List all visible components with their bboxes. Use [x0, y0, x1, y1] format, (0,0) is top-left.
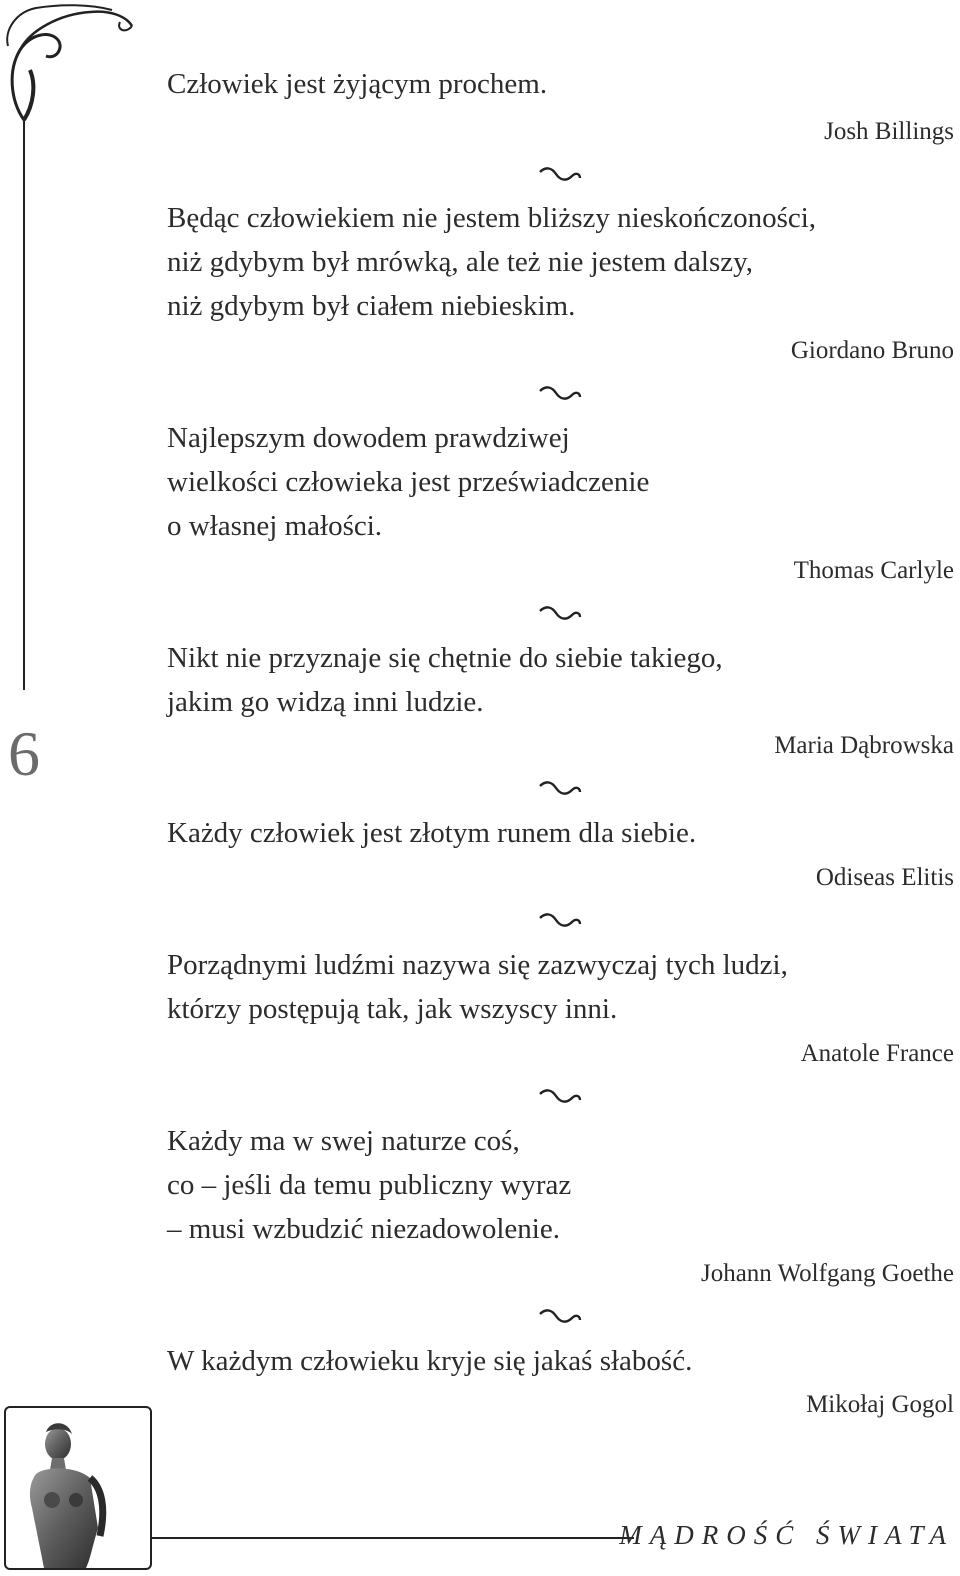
flourish-icon	[538, 1086, 582, 1108]
quote-author: Giordano Bruno	[790, 337, 954, 364]
flourish-icon	[538, 603, 582, 625]
quote-line: którzy postępują tak, jak wszyscy inni.	[167, 993, 618, 1025]
quote-text	[167, 1119, 947, 1251]
statue-image	[4, 1406, 152, 1570]
quote-line: co – jeśli da temu publiczny wyraz	[167, 1169, 572, 1201]
scroll-ornament-icon	[0, 0, 140, 700]
quote-line: jakim go widzą inni ludzie.	[167, 686, 484, 718]
quote-text	[167, 1339, 947, 1383]
quote-author: Josh Billings	[824, 118, 954, 145]
quote-line: o własnej małości.	[167, 510, 383, 542]
quote-line: – musi wzbudzić niezadowolenie.	[167, 1213, 560, 1245]
quote-text	[167, 62, 947, 106]
quote-line: Nikt nie przyznaje się chętnie do siebie takiego,	[167, 642, 723, 674]
quote-line: wielkości człowieka jest przeświadczenie	[167, 466, 650, 498]
quote-text	[167, 636, 947, 724]
quote-author: Maria Dąbrowska	[774, 732, 954, 759]
quote-line: Porządnymi ludźmi nazywa się zazwyczaj tych ludzi,	[167, 949, 788, 981]
quote-line: Każdy człowiek jest złotym runem dla siebie.	[167, 817, 697, 849]
quote-text	[167, 416, 947, 548]
flourish-icon	[538, 910, 582, 932]
quote-line: Każdy ma w swej naturze coś,	[167, 1125, 520, 1157]
quote-line: W każdym człowieku kryje się jakaś słabość.	[167, 1345, 693, 1377]
flourish-icon	[538, 778, 582, 800]
quote-text	[167, 811, 947, 855]
quote-author: Odiseas Elitis	[815, 864, 954, 891]
footer-rule	[152, 1537, 634, 1539]
quote-author: Thomas Carlyle	[793, 557, 954, 584]
quote-text	[167, 943, 947, 1031]
quote-line: Będąc człowiekiem nie jestem bliższy nieskończoności,	[167, 202, 817, 234]
flourish-icon	[538, 383, 582, 405]
flourish-icon	[538, 164, 582, 186]
quote-author: Johann Wolfgang Goethe	[700, 1260, 954, 1287]
quote-line: niż gdybym był ciałem niebieskim.	[167, 290, 576, 322]
quote-line: Najlepszym dowodem prawdziwej	[167, 422, 570, 454]
quote-author: Anatole France	[800, 1040, 954, 1067]
quote-line: niż gdybym był mrówką, ale też nie jestem dalszy,	[167, 246, 754, 278]
quote-line: Człowiek jest żyjącym prochem.	[167, 68, 548, 100]
flourish-icon	[538, 1306, 582, 1328]
page-number: 6	[8, 718, 40, 789]
quote-text	[167, 196, 947, 328]
book-title: MĄDROŚĆ ŚWIATA	[619, 1520, 954, 1550]
quote-author: Mikołaj Gogol	[806, 1391, 954, 1418]
